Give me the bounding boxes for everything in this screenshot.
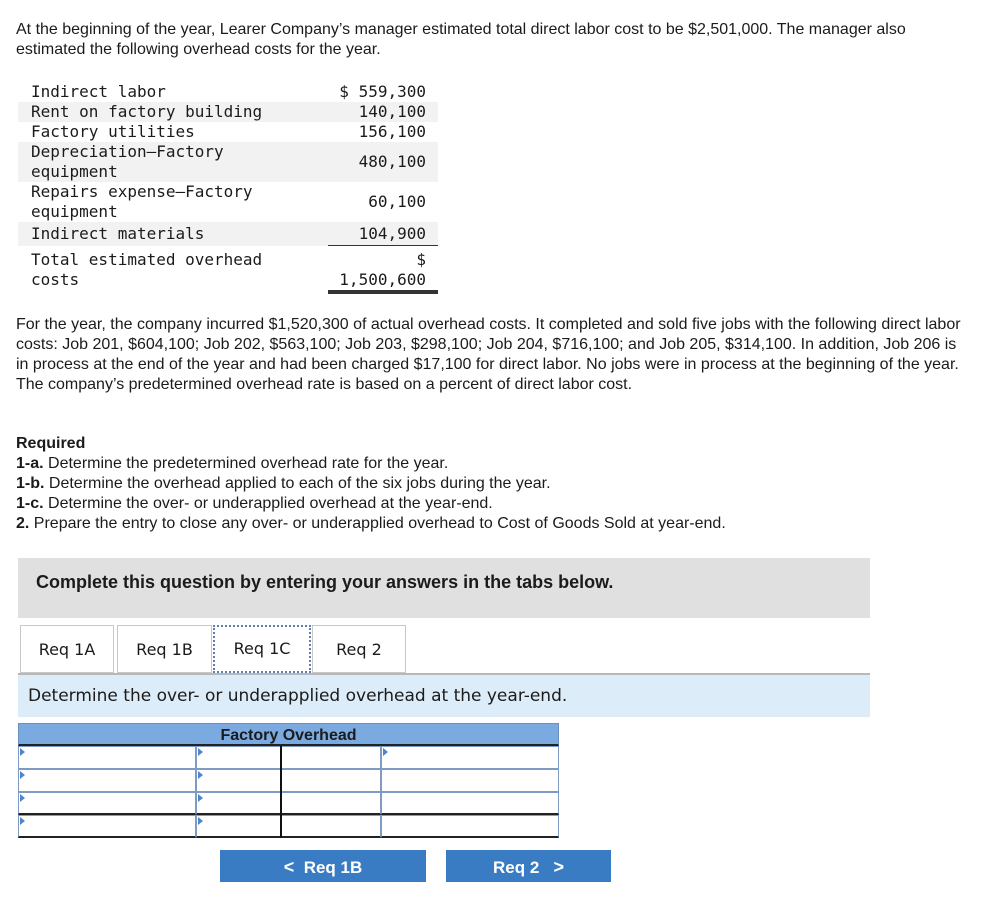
required-item-text: Prepare the entry to close any over- or underapplied overhead to Cost of Goods Sold at year-end. [33,515,726,532]
next-button-label: Req 2 [493,858,540,877]
balance-credit-description-input[interactable] [381,815,559,838]
instructions-banner: Complete this question by entering your answers in the tabs below. [18,558,870,618]
balance-description-input[interactable] [18,815,196,838]
cost-label: Indirect labor [31,82,166,101]
cost-label: Factory utilities [31,122,195,141]
required-item-text: Determine the over- or underapplied overhead at the year-end. [48,495,493,512]
required-item-id: 1-b. [16,475,45,492]
credit-description-input[interactable] [381,769,559,792]
cost-row [18,122,438,142]
required-heading: Required [16,435,86,452]
factory-overhead-t-account [18,723,559,838]
credit-amount-input[interactable] [281,792,381,815]
tab-instruction: Determine the over- or underapplied overhead at the year-end. [18,675,870,717]
balance-credit-input[interactable] [281,815,381,838]
cost-amount: 140,100 [358,102,426,121]
tab-req-2[interactable]: Req 2 [312,625,406,673]
required-section [16,434,976,534]
required-item [16,514,976,534]
intro-paragraph: At the beginning of the year, Learer Company’s manager estimated total direct labor cost to be $2,501,000. The manager also estimated the following overhead costs for the year. [16,21,906,58]
cost-row [18,182,438,222]
subtotal-underline [328,245,438,246]
chevron-left-icon: < [283,857,295,877]
cost-label: Repairs expense—Factory equipment [31,182,253,221]
t-account-center-line [280,746,282,838]
cost-amount: 104,900 [358,224,426,243]
credit-amount-input[interactable] [281,746,381,769]
debit-description-input[interactable] [18,769,196,792]
cost-row [18,142,438,182]
dropdown-arrow-icon [383,748,388,756]
t-account-title: Factory Overhead [18,723,559,746]
cost-amount: 156,100 [358,122,426,141]
next-req-2-button[interactable] [446,850,611,882]
t-account-row [18,769,559,792]
cost-amount: 60,100 [368,192,426,211]
cost-row [18,82,438,102]
required-item-id: 2. [16,515,30,532]
chevron-right-icon: > [553,857,564,877]
required-item-text: Determine the overhead applied to each of the six jobs during the year. [48,475,551,492]
debit-amount-input[interactable] [196,746,281,769]
dropdown-arrow-icon [20,748,25,756]
dropdown-arrow-icon [198,771,203,779]
actual-costs-paragraph: For the year, the company incurred $1,520,300 of actual overhead costs. It completed and sold five jobs with the following direct labor costs: Job 201, $604,100; Job 202, $563,100; Job 203, $298,100; Job 204, $716,100; and Job 205, $314,100. In addition, Job 206 is in process at the end of the year and had been charged $17,100 for direct labor. No jobs were in process at the beginning of the year. The company’s predetermined overhead rate is based on a percent of direct labor cost. [16,316,961,393]
cost-row [18,222,438,246]
prev-req-1b-button[interactable] [220,850,426,882]
debit-amount-input[interactable] [196,792,281,815]
dropdown-arrow-icon [20,794,25,802]
total-amount: 1,500,600 [339,270,426,289]
tab-req-1a[interactable]: Req 1A [20,625,114,673]
cost-row [18,102,438,122]
estimated-overhead-table [18,82,438,300]
prev-button-label: Req 1B [303,858,363,877]
credit-description-input[interactable] [381,746,559,769]
credit-amount-input[interactable] [281,769,381,792]
required-item [16,454,976,474]
balance-debit-input[interactable] [196,815,281,838]
required-item-text: Determine the predetermined overhead rate for the year. [48,455,449,472]
debit-amount-input[interactable] [196,769,281,792]
required-item [16,474,976,494]
t-account-row [18,746,559,769]
total-row [18,250,438,294]
dropdown-arrow-icon [198,794,203,802]
cost-label: Depreciation—Factory equipment [31,142,224,181]
required-item-id: 1-a. [16,455,44,472]
dropdown-arrow-icon [198,748,203,756]
tab-req-1b[interactable]: Req 1B [117,625,212,673]
required-item [16,494,976,514]
dropdown-arrow-icon [20,817,25,825]
dropdown-arrow-icon [20,771,25,779]
total-currency-symbol: $ [416,250,426,269]
cost-amount: $ 559,300 [339,82,426,101]
t-account-balance-row [18,815,559,838]
t-account-row [18,792,559,815]
debit-description-input[interactable] [18,746,196,769]
total-double-underline [328,290,438,294]
debit-description-input[interactable] [18,792,196,815]
cost-label: Indirect materials [31,224,205,243]
cost-label: Rent on factory building [31,102,263,121]
required-item-id: 1-c. [16,495,44,512]
credit-description-input[interactable] [381,792,559,815]
cost-amount: 480,100 [358,152,426,171]
total-label: Total estimated overhead costs [31,250,263,289]
tab-req-1c[interactable]: Req 1C [213,625,311,673]
dropdown-arrow-icon [198,817,203,825]
